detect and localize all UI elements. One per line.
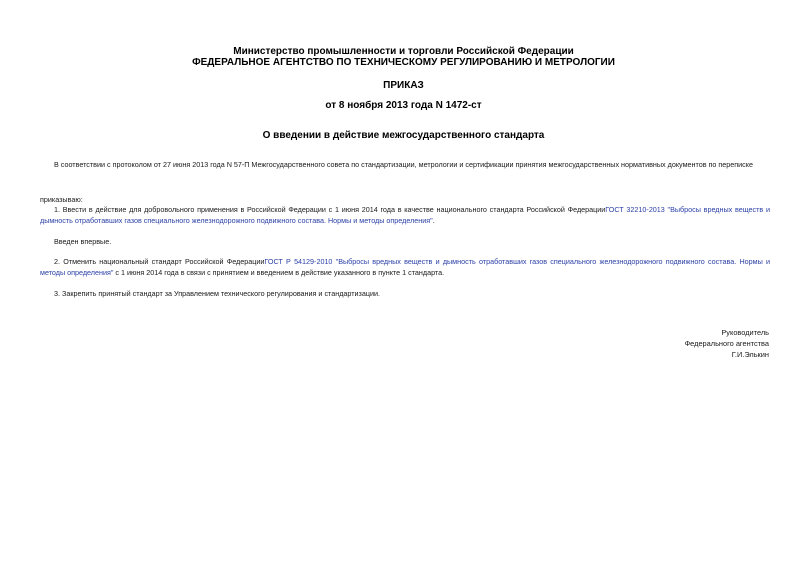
item-1-paragraph bbox=[40, 204, 770, 226]
gost-32210-link[interactable]: ГОСТ 32210-2013 "Выбросы вредных веществ и дымность отработавших газов специального железнодорожного подвижного состава. Нормы и методы определения" bbox=[40, 205, 770, 225]
preamble-paragraph: В соответствии с протоколом от 27 июня 2013 года N 57-П Межгосударственного совета по стандартизации, метрологии и сертификации принятия межгосударственных нормативных документов по переписке bbox=[54, 160, 753, 169]
item-1-end: . bbox=[432, 216, 435, 225]
item-2-text: 2. Отменить национальный стандарт Российской Федерации bbox=[54, 257, 265, 266]
ministry-heading: Министерство промышленности и торговли Российской Федерации bbox=[233, 46, 574, 57]
order-word: приказываю: bbox=[40, 195, 83, 204]
item-1-text: 1. Ввести в действие для добровольного применения в Российской Федерации с 1 июня 2014 года в качестве национального стандарта Российской Федерации bbox=[54, 205, 606, 214]
agency-heading: ФЕДЕРАЛЬНОЕ АГЕНТСТВО ПО ТЕХНИЧЕСКОМУ РЕГУЛИРОВАНИЮ И МЕТРОЛОГИИ bbox=[192, 57, 615, 68]
signature-name: Г.И.Элькин bbox=[731, 350, 769, 359]
document-subject: О введении в действие межгосударственного стандарта bbox=[262, 130, 545, 141]
introduced-first-note: Введен впервые. bbox=[54, 237, 112, 246]
gost-r-54129-link[interactable]: ГОСТ Р 54129-2010 "Выбросы вредных веществ и дымность отработавших газов специального железнодорожного подвижного состава. Нормы и методы определения" bbox=[40, 257, 770, 277]
item-2-end: с 1 июня 2014 года в связи с принятием и введением в действие указанного в пункте 1 стандарта. bbox=[113, 268, 445, 277]
item-3-paragraph: 3. Закрепить принятый стандарт за Управлением технического регулирования и стандартизации. bbox=[54, 289, 380, 298]
document-date-number: от 8 ноября 2013 года N 1472-ст bbox=[325, 100, 482, 111]
item-2-paragraph bbox=[40, 256, 770, 278]
document-type: ПРИКАЗ bbox=[383, 80, 424, 91]
signature-position: Руководитель bbox=[721, 328, 769, 337]
signature-organization: Федерального агентства bbox=[684, 339, 769, 348]
